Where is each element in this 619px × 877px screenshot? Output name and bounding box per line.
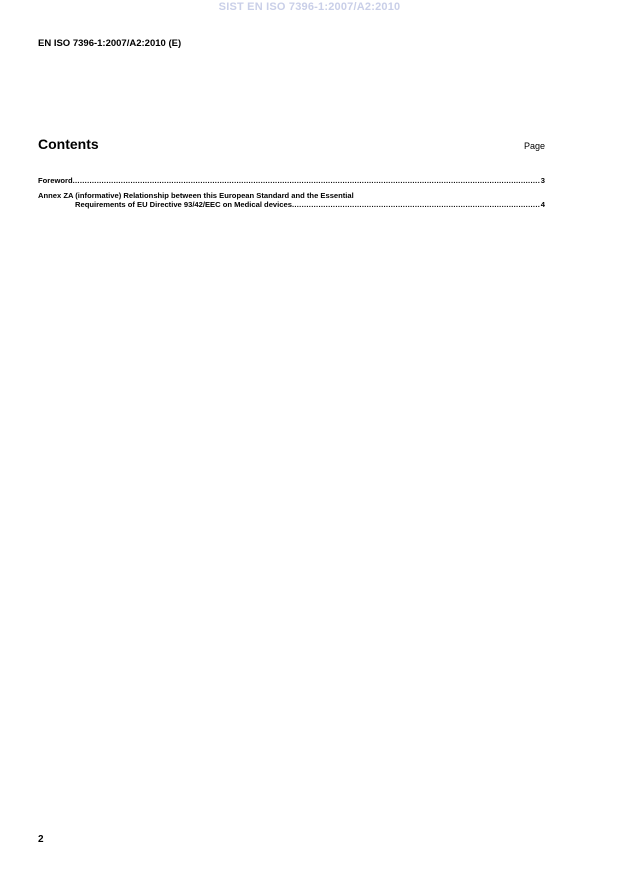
toc-entry-page: 4 [540, 200, 545, 209]
page-column-label: Page [523, 141, 545, 151]
toc-entry-title: Foreword [38, 176, 73, 185]
toc-entry-foreword[interactable] [38, 176, 545, 186]
toc-dot-leader [73, 176, 540, 186]
contents-title: Contents [38, 136, 99, 152]
toc-entry-page: 3 [540, 176, 545, 185]
toc-dot-leader [292, 200, 540, 210]
contents-heading-row [38, 136, 545, 152]
page-number: 2 [38, 834, 44, 845]
toc-entry-title-continued: Requirements of EU Directive 93/42/EEC on Medical devices [75, 200, 292, 209]
toc-entry-title: Annex ZA (informative) Relationship between this European Standard and the Essential [38, 190, 354, 200]
document-id-header: EN ISO 7396-1:2007/A2:2010 (E) [38, 38, 182, 49]
table-of-contents [38, 176, 545, 215]
toc-entry-annex-za[interactable] [38, 191, 545, 210]
watermark: SIST EN ISO 7396-1:2007/A2:2010 [218, 1, 401, 13]
